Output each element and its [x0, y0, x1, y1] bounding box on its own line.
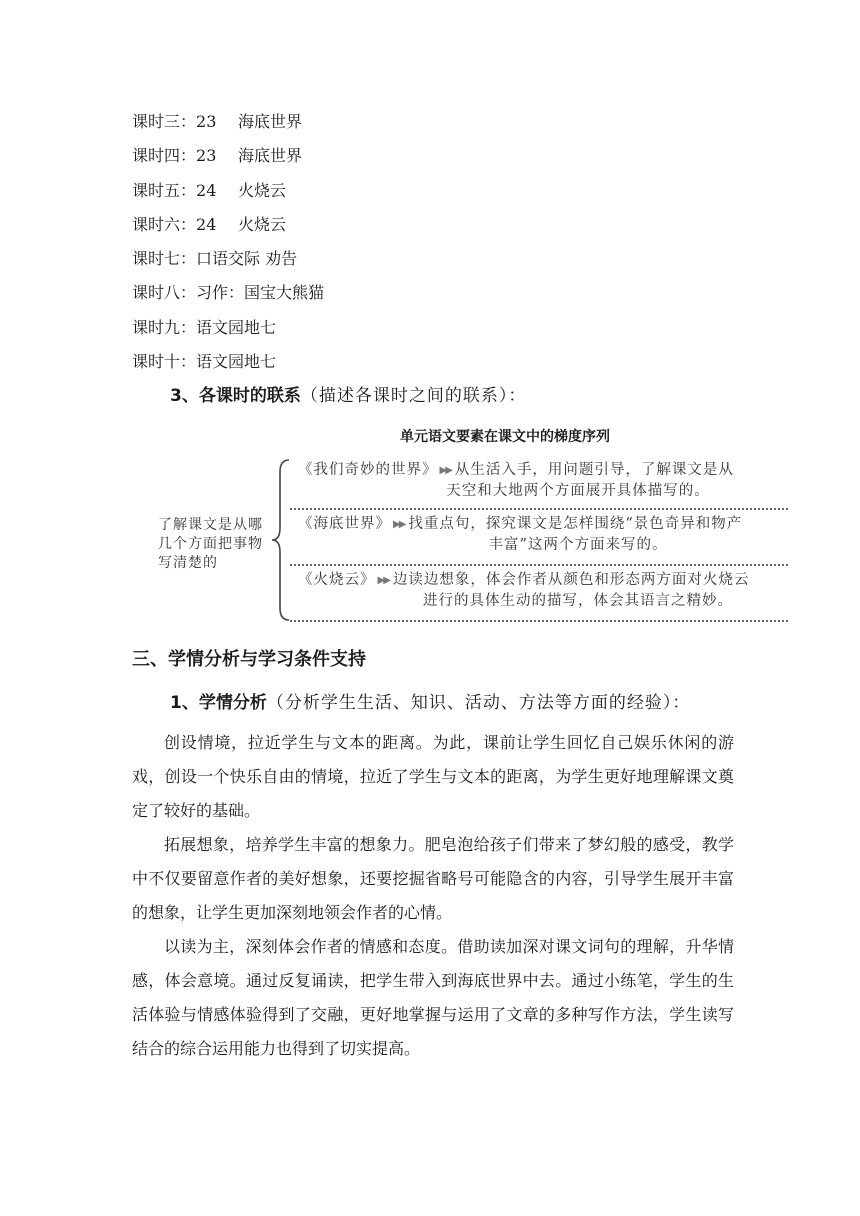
lesson-row — [132, 142, 324, 176]
lesson-connections-heading — [170, 382, 526, 410]
lesson-row — [132, 279, 324, 313]
paragraph: 以读为主，深刻体会作者的情感和态度。借助读加深对课文词句的理解，升华情感，体会意境。通过反复诵读，把学生带入到海底世界中去。通过小练笔，学生的生活体验与情感体验得到了交融，更好地掌握与运用了文章的多种写作方法，学生读写结合的综合运用能力也得到了切实提高。 — [132, 937, 734, 1058]
lesson-label: 课时三： — [132, 112, 197, 131]
dotted-divider — [290, 620, 788, 622]
lesson-number: 23 — [196, 146, 217, 166]
lesson-title-text: 《我们奇妙的世界》 — [298, 462, 438, 478]
diagram-title: 单元语文要素在课文中的梯度序列 — [400, 429, 610, 445]
diagram-item — [298, 460, 788, 502]
lesson-number: 24 — [196, 214, 217, 234]
lesson-title: 习作：国宝大熊猫 — [196, 283, 325, 303]
lesson-label: 课时六： — [132, 214, 197, 234]
lesson-number: 24 — [196, 180, 217, 200]
item-desc-line2: 丰富”这两个方面来写的。 — [488, 537, 668, 553]
heading-note: （描述各课时之间的联系）： — [300, 386, 527, 406]
lesson-label: 课时五： — [132, 180, 197, 200]
heading-text: 1、学情分析 — [170, 693, 267, 713]
dotted-divider — [290, 564, 788, 566]
gradient-sequence-diagram — [150, 422, 790, 628]
learning-analysis-heading — [170, 689, 690, 717]
lesson-row — [132, 211, 324, 245]
double-arrow-icon: ▶▶ — [377, 575, 389, 586]
lesson-title-text: 《火烧云》 — [298, 572, 376, 588]
item-desc-line1: 边读边想象，体会作者从颜色和形态两方面对火烧云 — [392, 572, 750, 588]
lesson-title: 海底世界 — [238, 112, 303, 131]
lesson-row — [132, 177, 324, 211]
lesson-title: 口语交际 劝告 — [196, 249, 298, 269]
lesson-title-text: 《海底世界》 — [298, 516, 391, 532]
lesson-title: 语文园地七 — [196, 352, 277, 372]
analysis-paragraphs — [132, 726, 734, 1066]
lesson-row — [132, 314, 324, 348]
paragraph: 拓展想象，培养学生丰富的想象力。肥皂泡给孩子们带来了梦幻般的感受，教学中不仅要留意作者的美好想象，还要挖掘省略号可能隐含的内容，引导学生展开丰富的想象，让学生更加深刻地领会作者的心情。 — [132, 835, 734, 922]
lesson-label: 课时十： — [132, 352, 197, 372]
diagram-item — [298, 514, 788, 556]
lesson-row — [132, 108, 324, 142]
lesson-row — [132, 245, 324, 279]
double-arrow-icon: ▶▶ — [439, 465, 451, 476]
lesson-list — [132, 108, 324, 382]
diagram-item — [298, 570, 788, 612]
lesson-label: 课时四： — [132, 146, 197, 166]
lesson-row — [132, 348, 324, 382]
heading-note: （分析学生生活、知识、活动、方法等方面的经验）： — [266, 693, 691, 713]
lesson-title: 火烧云 — [238, 180, 287, 200]
curly-brace-icon — [270, 458, 290, 622]
item-desc-line1: 找重点句，探究课文是怎样围绕“景色奇异和物产 — [408, 516, 743, 532]
dotted-divider — [290, 508, 788, 510]
lesson-number: 23 — [196, 112, 217, 131]
item-desc-line2: 进行的具体生动的描写，体会其语言之精妙。 — [423, 593, 733, 609]
item-desc-line1: 从生活入手，用问题引导，了解课文是从 — [454, 462, 734, 478]
lesson-label: 课时九： — [132, 317, 197, 337]
lesson-label: 课时七： — [132, 249, 197, 269]
paragraph: 创设情境，拉近学生与文本的距离。为此，课前让学生回忆自己娱乐休闲的游戏，创设一个快乐自由的情境，拉近了学生与文本的距离，为学生更好地理解课文奠定了较好的基础。 — [132, 733, 734, 820]
double-arrow-icon: ▶▶ — [393, 519, 405, 530]
heading-text: 3、各课时的联系 — [170, 386, 301, 406]
lesson-title: 语文园地七 — [196, 317, 277, 337]
diagram-left-label: 了解课文是从哪几个方面把事物写清楚的 — [158, 517, 263, 571]
section-three-heading: 三、学情分析与学习条件支持 — [132, 649, 366, 670]
lesson-label: 课时八： — [132, 283, 197, 303]
lesson-title: 海底世界 — [238, 146, 303, 166]
lesson-title: 火烧云 — [238, 214, 287, 234]
item-desc-line2: 天空和大地两个方面展开具体描写的。 — [446, 483, 710, 499]
